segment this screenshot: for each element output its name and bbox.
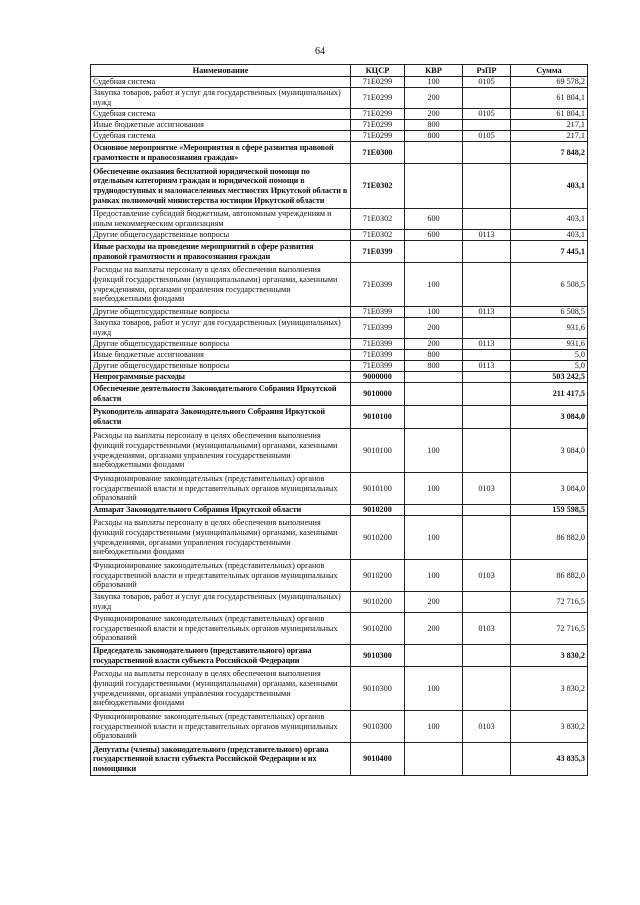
- cell-rzpr: [463, 505, 511, 516]
- cell-rzpr: [463, 350, 511, 361]
- cell-kvr: 200: [405, 613, 463, 645]
- cell-sum: 72 716,5: [511, 613, 588, 645]
- cell-kcsr: 9010100: [351, 406, 405, 429]
- cell-rzpr: [463, 592, 511, 613]
- cell-sum: 931,6: [511, 318, 588, 339]
- cell-sum: 503 242,5: [511, 372, 588, 383]
- cell-kvr: 800: [405, 131, 463, 142]
- table-row: [91, 560, 588, 592]
- cell-kcsr: 9010300: [351, 711, 405, 743]
- table-row: [91, 711, 588, 743]
- cell-kcsr: 71Е0299: [351, 120, 405, 131]
- cell-kvr: [405, 142, 463, 164]
- cell-name: Другие общегосударственные вопросы: [91, 339, 351, 350]
- cell-sum: 211 417,5: [511, 383, 588, 406]
- cell-sum: 86 882,0: [511, 560, 588, 592]
- cell-rzpr: [463, 318, 511, 339]
- cell-sum: 159 598,5: [511, 505, 588, 516]
- cell-kvr: 800: [405, 120, 463, 131]
- table-row: [91, 230, 588, 241]
- cell-name: Другие общегосударственные вопросы: [91, 230, 351, 241]
- table-row: [91, 120, 588, 131]
- cell-sum: 3 830,2: [511, 645, 588, 667]
- table-row: [91, 164, 588, 209]
- cell-rzpr: 0113: [463, 339, 511, 350]
- cell-kvr: 100: [405, 473, 463, 505]
- cell-name: Функционирование законодательных (представительных) органов государственной власти и представительных органов муниципальных образований: [91, 613, 351, 645]
- cell-sum: 217,1: [511, 131, 588, 142]
- cell-kcsr: 9010200: [351, 516, 405, 560]
- cell-name: Другие общегосударственные вопросы: [91, 307, 351, 318]
- table-row: [91, 516, 588, 560]
- cell-kvr: [405, 505, 463, 516]
- cell-rzpr: [463, 406, 511, 429]
- cell-sum: 61 804,1: [511, 109, 588, 120]
- cell-kcsr: 9010200: [351, 505, 405, 516]
- cell-sum: 217,1: [511, 120, 588, 131]
- cell-rzpr: [463, 209, 511, 230]
- cell-kvr: [405, 241, 463, 263]
- cell-kvr: 100: [405, 429, 463, 473]
- cell-kcsr: 9010200: [351, 613, 405, 645]
- cell-kvr: [405, 164, 463, 209]
- cell-name: Основное мероприятие «Мероприятия в сфере развития правовой грамотности и правосознания граждан»: [91, 142, 351, 164]
- header-rzpr: РзПР: [463, 65, 511, 77]
- budget-table: [90, 64, 588, 776]
- cell-name: Судебная система: [91, 131, 351, 142]
- cell-kcsr: 71Е0399: [351, 263, 405, 307]
- cell-name: Иные расходы на проведение мероприятий в сфере развития правовой грамотности и правосознания граждан: [91, 241, 351, 263]
- cell-kvr: 200: [405, 592, 463, 613]
- cell-kvr: 600: [405, 209, 463, 230]
- cell-rzpr: [463, 429, 511, 473]
- cell-sum: 3 830,2: [511, 711, 588, 743]
- cell-kcsr: 71Е0300: [351, 142, 405, 164]
- table-row: [91, 361, 588, 372]
- cell-sum: 931,6: [511, 339, 588, 350]
- cell-sum: 3 084,0: [511, 473, 588, 505]
- cell-kcsr: 71Е0299: [351, 88, 405, 109]
- cell-kcsr: 71Е0399: [351, 350, 405, 361]
- cell-kvr: [405, 406, 463, 429]
- table-row: [91, 383, 588, 406]
- cell-sum: 403,1: [511, 164, 588, 209]
- cell-rzpr: [463, 263, 511, 307]
- cell-kvr: 200: [405, 339, 463, 350]
- cell-rzpr: 0113: [463, 361, 511, 372]
- table-row: [91, 109, 588, 120]
- cell-sum: 7 848,2: [511, 142, 588, 164]
- cell-name: Обеспечение деятельности Законодательного Собрания Иркутской области: [91, 383, 351, 406]
- cell-kvr: [405, 383, 463, 406]
- cell-rzpr: 0103: [463, 711, 511, 743]
- cell-name: Закупка товаров, работ и услуг для государственных (муниципальных) нужд: [91, 592, 351, 613]
- cell-rzpr: 0113: [463, 307, 511, 318]
- cell-kcsr: 71Е0399: [351, 339, 405, 350]
- cell-kcsr: 71Е0399: [351, 241, 405, 263]
- cell-sum: 6 508,5: [511, 263, 588, 307]
- table-row: [91, 505, 588, 516]
- cell-kvr: 100: [405, 711, 463, 743]
- table-row: [91, 241, 588, 263]
- cell-rzpr: [463, 142, 511, 164]
- cell-name: Судебная система: [91, 77, 351, 88]
- cell-sum: 72 716,5: [511, 592, 588, 613]
- cell-sum: 69 578,2: [511, 77, 588, 88]
- cell-kvr: 200: [405, 88, 463, 109]
- cell-rzpr: [463, 164, 511, 209]
- cell-name: Закупка товаров, работ и услуг для государственных (муниципальных) нужд: [91, 318, 351, 339]
- cell-name: Руководитель аппарата Законодательного Собрания Иркутской области: [91, 406, 351, 429]
- cell-name: Судебная система: [91, 109, 351, 120]
- cell-rzpr: 0103: [463, 473, 511, 505]
- cell-kvr: 200: [405, 109, 463, 120]
- cell-sum: 61 804,1: [511, 88, 588, 109]
- cell-kcsr: 9010400: [351, 743, 405, 776]
- cell-rzpr: [463, 645, 511, 667]
- cell-name: Расходы на выплаты персоналу в целях обеспечения выполнения функций государственными (муниципальными) органами, казенными учреждениями, органами управления государственными внебюджетными фондами: [91, 516, 351, 560]
- header-sum: Сумма: [511, 65, 588, 77]
- table-row: [91, 350, 588, 361]
- table-row: [91, 209, 588, 230]
- cell-kvr: 100: [405, 307, 463, 318]
- cell-sum: 5,0: [511, 350, 588, 361]
- cell-rzpr: 0105: [463, 109, 511, 120]
- cell-kvr: 100: [405, 263, 463, 307]
- cell-kcsr: 71Е0399: [351, 318, 405, 339]
- cell-kvr: [405, 645, 463, 667]
- cell-kvr: 200: [405, 318, 463, 339]
- cell-rzpr: 0105: [463, 77, 511, 88]
- cell-rzpr: [463, 372, 511, 383]
- cell-name: Предоставление субсидий бюджетным, автономным учреждениям и иным некоммерческим организациям: [91, 209, 351, 230]
- cell-rzpr: [463, 383, 511, 406]
- cell-kcsr: 71Е0299: [351, 109, 405, 120]
- cell-sum: 403,1: [511, 209, 588, 230]
- cell-rzpr: [463, 88, 511, 109]
- table-row: [91, 592, 588, 613]
- cell-kvr: 100: [405, 667, 463, 711]
- cell-name: Расходы на выплаты персоналу в целях обеспечения выполнения функций государственными (муниципальными) органами, казенными учреждениями, органами управления государственными внебюджетными фондами: [91, 429, 351, 473]
- cell-kvr: 100: [405, 77, 463, 88]
- cell-kcsr: 71Е0302: [351, 209, 405, 230]
- cell-sum: 3 830,2: [511, 667, 588, 711]
- cell-kcsr: 9010100: [351, 473, 405, 505]
- cell-kcsr: 71Е0399: [351, 307, 405, 318]
- cell-rzpr: 0103: [463, 560, 511, 592]
- cell-name: Депутаты (члены) законодательного (представительного) органа государственной власти субъекта Российской Федерации и их помощники: [91, 743, 351, 776]
- cell-rzpr: [463, 241, 511, 263]
- cell-rzpr: 0103: [463, 613, 511, 645]
- cell-sum: 3 084,0: [511, 406, 588, 429]
- cell-rzpr: [463, 120, 511, 131]
- cell-kvr: 800: [405, 350, 463, 361]
- cell-kvr: 100: [405, 560, 463, 592]
- table-row: [91, 88, 588, 109]
- table-header-row: [91, 65, 588, 77]
- table-body: [91, 77, 588, 776]
- cell-kvr: [405, 372, 463, 383]
- cell-name: Иные бюджетные ассигнования: [91, 350, 351, 361]
- cell-sum: 5,0: [511, 361, 588, 372]
- cell-name: Аппарат Законодательного Собрания Иркутской области: [91, 505, 351, 516]
- table-row: [91, 645, 588, 667]
- table-row: [91, 339, 588, 350]
- table-row: [91, 473, 588, 505]
- table-row: [91, 613, 588, 645]
- cell-kvr: 800: [405, 361, 463, 372]
- header-kcsr: КЦСР: [351, 65, 405, 77]
- cell-kvr: 100: [405, 516, 463, 560]
- cell-kcsr: 9010200: [351, 560, 405, 592]
- cell-name: Расходы на выплаты персоналу в целях обеспечения выполнения функций государственными (муниципальными) органами, казенными учреждениями, органами управления государственными внебюджетными фондами: [91, 263, 351, 307]
- cell-kvr: 600: [405, 230, 463, 241]
- cell-kcsr: 71Е0299: [351, 131, 405, 142]
- cell-kcsr: 71Е0299: [351, 77, 405, 88]
- cell-name: Обеспечение оказания бесплатной юридической помощи по отдельным категориям граждан и юридической помощи в труднодоступных и малонаселенных местностях Иркутской области в рамках полномочий министерства юстиции Иркутской области: [91, 164, 351, 209]
- cell-kcsr: 9010100: [351, 429, 405, 473]
- cell-name: Функционирование законодательных (представительных) органов государственной власти и представительных органов муниципальных образований: [91, 473, 351, 505]
- cell-name: Функционирование законодательных (представительных) органов государственной власти и представительных органов муниципальных образований: [91, 711, 351, 743]
- cell-name: Расходы на выплаты персоналу в целях обеспечения выполнения функций государственными (муниципальными) органами, казенными учреждениями, органами управления государственными внебюджетными фондами: [91, 667, 351, 711]
- table-row: [91, 142, 588, 164]
- cell-kcsr: 9010300: [351, 645, 405, 667]
- table-row: [91, 263, 588, 307]
- cell-name: Председатель законодательного (представительного) органа государственной власти субъекта Российской Федерации: [91, 645, 351, 667]
- table-row: [91, 667, 588, 711]
- cell-name: Непрограммные расходы: [91, 372, 351, 383]
- table-row: [91, 743, 588, 776]
- header-name: Наименование: [91, 65, 351, 77]
- page-number: 64: [315, 46, 325, 57]
- cell-kcsr: 71Е0302: [351, 230, 405, 241]
- header-kvr: КВР: [405, 65, 463, 77]
- cell-rzpr: [463, 516, 511, 560]
- table-row: [91, 318, 588, 339]
- table-row: [91, 131, 588, 142]
- table-row: [91, 307, 588, 318]
- table-row: [91, 406, 588, 429]
- cell-kcsr: 71Е0302: [351, 164, 405, 209]
- cell-rzpr: [463, 667, 511, 711]
- cell-kcsr: 9010200: [351, 592, 405, 613]
- table-row: [91, 429, 588, 473]
- cell-kcsr: 71Е0399: [351, 361, 405, 372]
- cell-name: Функционирование законодательных (представительных) органов государственной власти и представительных органов муниципальных образований: [91, 560, 351, 592]
- cell-sum: 6 508,5: [511, 307, 588, 318]
- cell-name: Другие общегосударственные вопросы: [91, 361, 351, 372]
- cell-rzpr: 0113: [463, 230, 511, 241]
- cell-sum: 3 084,0: [511, 429, 588, 473]
- cell-name: Иные бюджетные ассигнования: [91, 120, 351, 131]
- cell-sum: 403,1: [511, 230, 588, 241]
- cell-sum: 43 835,3: [511, 743, 588, 776]
- table-row: [91, 77, 588, 88]
- cell-kcsr: 9010300: [351, 667, 405, 711]
- table-row: [91, 372, 588, 383]
- cell-sum: 7 445,1: [511, 241, 588, 263]
- cell-kcsr: 9000000: [351, 372, 405, 383]
- cell-kcsr: 9010000: [351, 383, 405, 406]
- cell-kvr: [405, 743, 463, 776]
- cell-rzpr: [463, 743, 511, 776]
- cell-rzpr: 0105: [463, 131, 511, 142]
- cell-name: Закупка товаров, работ и услуг для государственных (муниципальных) нужд: [91, 88, 351, 109]
- cell-sum: 86 882,0: [511, 516, 588, 560]
